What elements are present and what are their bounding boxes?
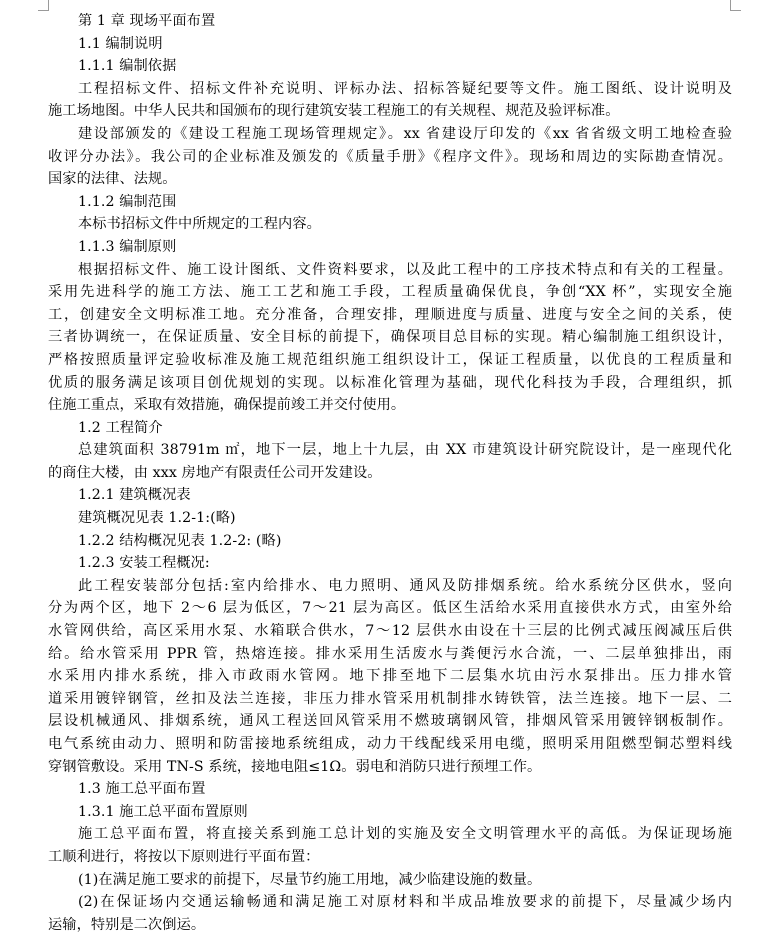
paragraph-continuation-line: 收评分办法》。我公司的企业标准及颁发的《质量手册》《程序文件》。现场和周边的实际勘查情况。 (48, 148, 732, 165)
paragraph-continuation-line: 电气系统由动力、照明和防雷接地系统组成，动力干线配线采用电缆，照明采用阻燃型铜芯塑料线 (48, 736, 732, 752)
paragraph-line: 建筑概况见表 1.2-1:(略) (78, 510, 236, 527)
paragraph-continuation-line: 优质的服务满足该项目创优规划的实现。以标准化管理为基础，现代化科技为手段，合理组织，抓 (48, 374, 732, 391)
paragraph-continuation-line: 道采用镀锌钢管，丝扣及法兰连接，非压力排水管采用机制排水铸铁管，法兰连接。地下一层、二 (48, 690, 732, 707)
paragraph-line: 施工总平面布置，将直接关系到施工总计划的实施及安全文明管理水平的高低。为保证现场施 (78, 826, 732, 843)
paragraph-continuation-line: 运输，特别是二次倒运。 (48, 916, 206, 933)
chapter-heading: 第 1 章 现场平面布置 (78, 13, 216, 29)
paragraph-line: (1)在满足施工要求的前提下，尽量节约施工用地，减少临建设施的数量。 (78, 871, 542, 888)
paragraph-continuation-line: 水管网供给，高区采用水泵、水箱联合供水，7～12 层供水由设在十三层的比例式减压阀减压后供 (48, 623, 732, 640)
document-body (48, 10, 732, 936)
section-heading: 1.2 工程简介 (78, 419, 163, 436)
subsection-heading: 1.1.1 编制依据 (78, 58, 177, 75)
paragraph-continuation-line: 住施工重点，采取有效措施，确保提前竣工并交付使用。 (48, 397, 406, 414)
paragraph-continuation-line: 施工场地图。中华人民共和国颁布的现行建筑安装工程施工的有关规程、规范及验评标准。 (48, 103, 620, 120)
paragraph-line: (2)在保证场内交通运输畅通和满足施工对原材料和半成品堆放要求的前提下，尽量减少场内 (78, 894, 732, 911)
subsection-heading: 1.2.1 建筑概况表 (78, 487, 191, 504)
subsection-heading: 1.2.2 结构概况见表 1.2-2: (略) (78, 532, 282, 549)
paragraph-continuation-line: 严格按照质量评定验收标准及施工规范组织施工组织设计工，保证工程质量，以优良的工程质量和 (48, 351, 732, 368)
subsection-heading: 1.2.3 安装工程概况: (78, 555, 210, 572)
paragraph-continuation-line: 的商住大楼，由 xxx 房地产有限责任公司开发建设。 (48, 464, 382, 481)
paragraph-continuation-line: 给。给水管采用 PPR 管，热熔连接。排水采用生活废水与粪便污水合流，一、二层单独排出，雨 (48, 645, 732, 662)
paragraph-continuation-line: 穿钢管敷设。采用 TN-S 系统，接地电阻≤1Ω。弱电和消防只进行预埋工作。 (48, 758, 542, 775)
section-heading: 1.1 编制说明 (78, 35, 163, 52)
paragraph-line: 总建筑面积 38791m ㎡，地下一层，地上十九层，由 XX 市建筑设计研究院设计，是一座现代化 (78, 442, 732, 459)
section-heading: 1.3 施工总平面布置 (78, 781, 206, 798)
subsection-heading: 1.1.3 编制原则 (78, 238, 177, 255)
paragraph-continuation-line: 水采用内排水系统，排入市政雨水管网。地下排至地下二层集水坑由污水泵排出。压力排水管 (48, 668, 732, 685)
paragraph-continuation-line: 层设机械通风、排烟系统，通风工程送回风管采用不燃玻璃钢风管，排烟风管采用镀锌钢板制作。 (48, 713, 732, 730)
paragraph-continuation-line: 国家的法律、法规。 (48, 171, 177, 188)
paragraph-continuation-line: 分为两个区，地下 2～6 层为低区，7～21 层为高区。低区生活给水采用直接供水方式，由室外给 (48, 600, 732, 617)
paragraph-continuation-line: 工，创建安全文明标准工地。充分准备，合理安排，理顺进度与质量、进度与安全之间的关系，使 (48, 306, 732, 323)
subsection-heading: 1.3.1 施工总平面布置原则 (78, 803, 248, 820)
paragraph-line: 此工程安装部分包括:室内给排水、电力照明、通风及防排烟系统。给水系统分区供水，竖向 (78, 577, 732, 594)
paragraph-continuation-line: 采用先进科学的施工方法、施工工艺和施工手段，工程质量确保优良，争创“XX 杯”，实现安全施 (48, 284, 732, 301)
paragraph-continuation-line: 工顺利进行，将按以下原则进行平面布置： (48, 848, 320, 865)
subsection-heading: 1.1.2 编制范围 (78, 193, 177, 210)
paragraph-line: 建设部颁发的《建设工程施工现场管理规定》。xx 省建设厅印发的《xx 省省级文明工地检查验 (78, 125, 732, 142)
paragraph-continuation-line: 三者协调统一，在保证质量、安全目标的前提下，确保项目总目标的实现。精心编制施工组织设计， (48, 329, 732, 346)
paragraph-line: 工程招标文件、招标文件补充说明、评标办法、招标答疑纪要等文件。施工图纸、设计说明及 (78, 80, 732, 97)
paragraph-line: 根据招标文件、施工设计图纸、文件资料要求，以及此工程中的工序技术特点和有关的工程量。 (78, 261, 732, 278)
paragraph-line: 本标书招标文件中所规定的工程内容。 (78, 216, 321, 233)
